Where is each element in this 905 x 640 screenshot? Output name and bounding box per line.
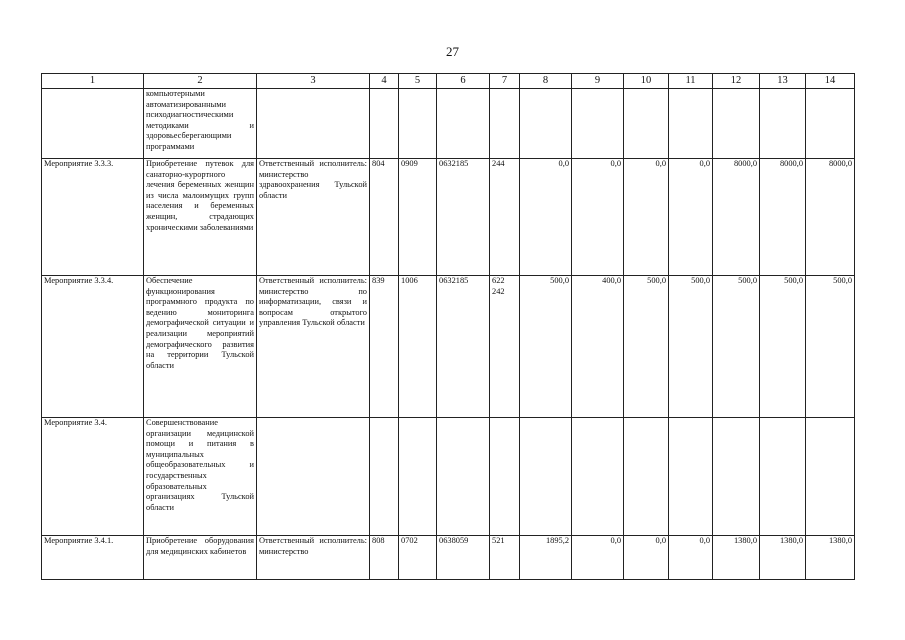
grbs-code: 804 — [370, 159, 399, 276]
amount-cell: 8000,0 — [806, 159, 855, 276]
responsible-executor: Ответственный исполнитель: министерство здравоохранения Тульской области — [257, 159, 370, 276]
column-header: 4 — [370, 74, 399, 89]
table-row — [42, 276, 855, 418]
amount-cell: 500,0 — [713, 276, 760, 418]
measure-code: Мероприятие 3.4. — [42, 418, 144, 536]
amount-cell: 1380,0 — [806, 536, 855, 580]
expense-type-code — [490, 418, 520, 536]
amount-cell — [713, 418, 760, 536]
column-header: 9 — [572, 74, 624, 89]
responsible-executor: Ответственный исполнитель: министерство по информатизации, связи и вопросам открытого управления Тульской области — [257, 276, 370, 418]
measure-description: Приобретение оборудования для медицинских кабинетов — [144, 536, 257, 580]
grbs-code — [370, 89, 399, 159]
column-header: 8 — [520, 74, 572, 89]
amount-cell — [713, 89, 760, 159]
amount-cell: 500,0 — [806, 276, 855, 418]
target-article-code: 0638059 — [437, 536, 490, 580]
amount-cell: 0,0 — [669, 159, 713, 276]
measure-description: Приобретение путевок для санаторно-курортного лечения беременных женщин из числа малоимущих групп населения и беременных женщин, страдающих хроническими заболеваниями — [144, 159, 257, 276]
column-header: 11 — [669, 74, 713, 89]
responsible-executor: Ответственный исполнитель: министерство — [257, 536, 370, 580]
measure-code: Мероприятие 3.3.4. — [42, 276, 144, 418]
table-row — [42, 536, 855, 580]
page-number: 27 — [446, 44, 459, 59]
amount-cell — [760, 418, 806, 536]
expense-type-code: 244 — [490, 159, 520, 276]
grbs-code: 808 — [370, 536, 399, 580]
amount-cell: 8000,0 — [760, 159, 806, 276]
amount-cell — [806, 89, 855, 159]
column-header: 12 — [713, 74, 760, 89]
amount-cell: 0,0 — [572, 536, 624, 580]
section-code — [399, 418, 437, 536]
column-number-header-row — [42, 74, 855, 89]
section-code: 1006 — [399, 276, 437, 418]
section-code: 0909 — [399, 159, 437, 276]
column-header: 10 — [624, 74, 669, 89]
amount-cell: 1380,0 — [713, 536, 760, 580]
measure-description: компьютерными автоматизированными психодиагностическими методиками и здоровьесберегающими программами — [144, 89, 257, 159]
target-article-code — [437, 89, 490, 159]
amount-cell: 0,0 — [572, 159, 624, 276]
amount-cell — [572, 89, 624, 159]
column-header: 5 — [399, 74, 437, 89]
amount-cell: 0,0 — [624, 536, 669, 580]
measure-code: Мероприятие 3.4.1. — [42, 536, 144, 580]
column-header: 7 — [490, 74, 520, 89]
target-article-code: 0632185 — [437, 276, 490, 418]
column-header: 6 — [437, 74, 490, 89]
target-article-code — [437, 418, 490, 536]
amount-cell: 1380,0 — [760, 536, 806, 580]
measure-code: Мероприятие 3.3.3. — [42, 159, 144, 276]
responsible-executor — [257, 418, 370, 536]
measure-description: Обеспечение функционирования программного продукта по ведению мониторинга демографической ситуации и реализации мероприятий демографического развития на территории Тульской области — [144, 276, 257, 418]
amount-cell: 500,0 — [669, 276, 713, 418]
expense-type-code: 521 — [490, 536, 520, 580]
measure-code — [42, 89, 144, 159]
amount-cell: 0,0 — [520, 159, 572, 276]
responsible-executor — [257, 89, 370, 159]
amount-cell: 500,0 — [624, 276, 669, 418]
amount-cell — [624, 89, 669, 159]
amount-cell — [806, 418, 855, 536]
amount-cell — [572, 418, 624, 536]
table-row — [42, 159, 855, 276]
column-header: 1 — [42, 74, 144, 89]
amount-cell — [669, 89, 713, 159]
amount-cell — [520, 89, 572, 159]
section-code — [399, 89, 437, 159]
measure-description: Совершенствование организации медицинской помощи и питания в муниципальных общеобразовательных и государственных образовательных организациях Тульской области — [144, 418, 257, 536]
amount-cell — [669, 418, 713, 536]
budget-table — [41, 73, 855, 580]
grbs-code — [370, 418, 399, 536]
column-header: 14 — [806, 74, 855, 89]
amount-cell — [624, 418, 669, 536]
amount-cell: 0,0 — [669, 536, 713, 580]
section-code: 0702 — [399, 536, 437, 580]
amount-cell: 0,0 — [624, 159, 669, 276]
amount-cell — [760, 89, 806, 159]
amount-cell: 500,0 — [520, 276, 572, 418]
grbs-code: 839 — [370, 276, 399, 418]
table-row — [42, 418, 855, 536]
amount-cell: 1895,2 — [520, 536, 572, 580]
target-article-code: 0632185 — [437, 159, 490, 276]
column-header: 3 — [257, 74, 370, 89]
column-header: 2 — [144, 74, 257, 89]
expense-type-code — [490, 89, 520, 159]
amount-cell — [520, 418, 572, 536]
amount-cell: 8000,0 — [713, 159, 760, 276]
column-header: 13 — [760, 74, 806, 89]
amount-cell: 400,0 — [572, 276, 624, 418]
expense-type-code: 622 242 — [490, 276, 520, 418]
amount-cell: 500,0 — [760, 276, 806, 418]
table-row — [42, 89, 855, 159]
